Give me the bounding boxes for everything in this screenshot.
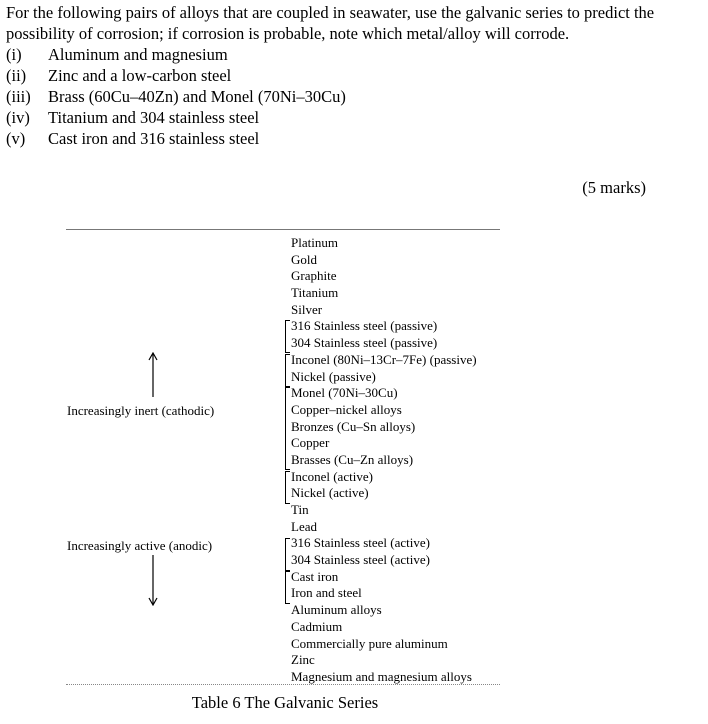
marks-label: (5 marks) xyxy=(582,178,646,197)
group-bracket xyxy=(285,387,290,470)
metal-item: Platinum xyxy=(291,235,338,250)
metal-item: Titanium xyxy=(291,285,339,301)
metal-item: Aluminum alloys xyxy=(291,602,382,618)
metal-item: Lead xyxy=(291,518,317,534)
metal-item: 304 Stainless steel (passive) xyxy=(291,335,438,351)
part-number: (v) xyxy=(6,129,26,148)
metal-item: Tin xyxy=(291,502,309,517)
part-text: Brass (60Cu–40Zn) and Monel (70Ni–30Cu) xyxy=(48,87,346,106)
table-bottom-rule xyxy=(66,684,500,685)
arrow-down-icon xyxy=(147,554,159,606)
part-text: Aluminum and magnesium xyxy=(48,45,228,64)
question-intro: For the following pairs of alloys that are coupled in seawater, use the galvanic series to predict the possibility of corrosion; if corrosion is probable, note which metal/alloy will corrode. xyxy=(6,3,655,43)
metal-item: Iron and steel xyxy=(291,585,362,601)
part-text: Titanium and 304 stainless steel xyxy=(48,108,260,127)
metal-item: Cast iron xyxy=(291,568,339,584)
metal-item: Gold xyxy=(291,251,317,267)
galvanic-series-list xyxy=(291,235,477,686)
part-number: (iii) xyxy=(6,87,31,106)
inert-label: Increasingly inert (cathodic) xyxy=(67,403,215,418)
metal-item: Nickel (passive) xyxy=(291,368,376,384)
metal-item: Commercially pure aluminum xyxy=(291,635,448,651)
metal-item: Cadmium xyxy=(291,618,343,634)
question-part xyxy=(6,128,656,149)
active-label: Increasingly active (anodic) xyxy=(67,538,213,553)
metal-item: Nickel (active) xyxy=(291,485,369,501)
question-part xyxy=(6,44,656,65)
arrow-up-icon xyxy=(147,352,159,398)
metal-item: Inconel (active) xyxy=(291,468,373,484)
group-bracket xyxy=(285,320,290,353)
table-caption: Table 6 The Galvanic Series xyxy=(191,693,379,712)
metal-item: Magnesium and magnesium alloys xyxy=(291,668,472,684)
metal-item: Brasses (Cu–Zn alloys) xyxy=(291,451,414,467)
metal-item: Inconel (80Ni–13Cr–7Fe) (passive) xyxy=(291,351,477,367)
question-part xyxy=(6,65,656,86)
metal-item: Monel (70Ni–30Cu) xyxy=(291,385,398,401)
metal-item: Copper–nickel alloys xyxy=(291,401,402,417)
metal-item: Zinc xyxy=(291,652,315,668)
group-bracket xyxy=(285,354,290,387)
metal-item: 304 Stainless steel (active) xyxy=(291,552,430,568)
group-bracket xyxy=(285,471,290,504)
metal-item: Copper xyxy=(291,435,330,451)
metal-item: Silver xyxy=(291,301,323,317)
part-text: Zinc and a low-carbon steel xyxy=(48,66,232,85)
group-bracket xyxy=(285,538,290,571)
part-number: (i) xyxy=(6,45,22,64)
part-text: Cast iron and 316 stainless steel xyxy=(48,129,260,148)
part-number: (ii) xyxy=(6,66,27,85)
table-top-rule xyxy=(66,229,500,230)
metal-item: Bronzes (Cu–Sn alloys) xyxy=(291,418,416,434)
metal-item: 316 Stainless steel (passive) xyxy=(291,318,438,334)
question-block xyxy=(6,2,656,149)
question-part xyxy=(6,107,656,128)
metal-item: Graphite xyxy=(291,268,337,284)
metal-item: 316 Stainless steel (active) xyxy=(291,535,430,551)
part-number: (iv) xyxy=(6,108,30,127)
question-part xyxy=(6,86,656,107)
group-bracket xyxy=(285,571,290,604)
